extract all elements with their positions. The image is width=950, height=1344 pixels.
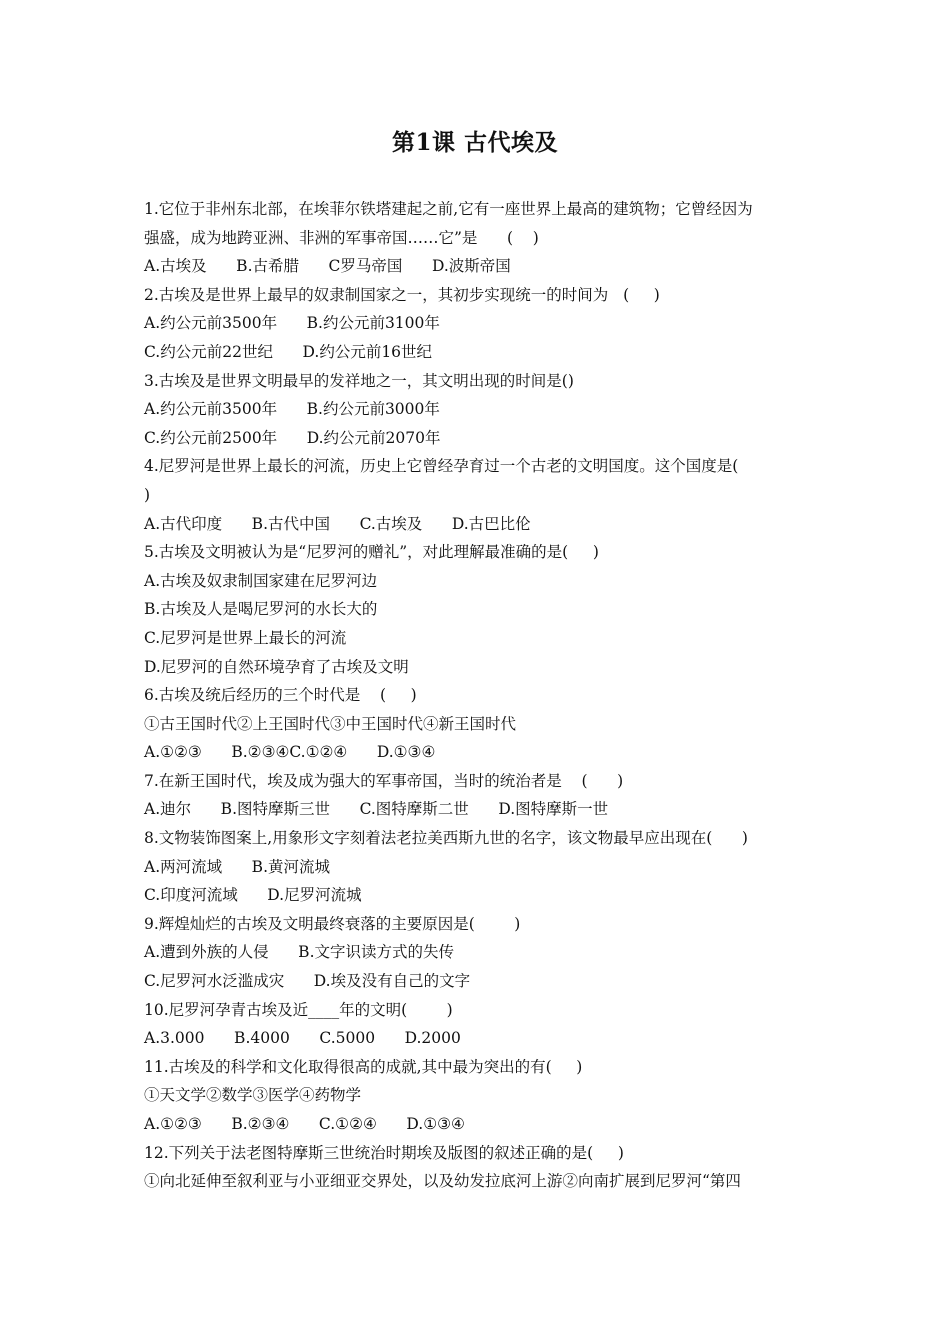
- text-line: C.约公元前22世纪 D.约公元前16世纪: [144, 342, 433, 361]
- text-line: 5.古埃及文明被认为是“尼罗河的赠礼”，对此理解最准确的是( ): [144, 543, 599, 562]
- text-line: ①古王国时代②上王国时代③中王国时代④新王国时代: [144, 714, 517, 733]
- text-line: 强盛，成为地跨亚洲、非洲的军事帝国……它”是 ( ): [144, 228, 539, 247]
- text-line: A.迪尔 B.图特摩斯三世 C.图特摩斯二世 D.图特摩斯一世: [144, 800, 609, 819]
- text-line: A.古埃及 B.古希腊 C罗马帝国 D.波斯帝国: [144, 257, 511, 276]
- text-line: A.①②③ B.②③④ C.①②④ D.①③④: [144, 1115, 465, 1133]
- text-line: ①向北延伸至叙利亚与小亚细亚交界处，以及幼发拉底河上游②向南扩展到尼罗河“第四: [144, 1172, 741, 1191]
- page-title: 第1课 古代埃及: [391, 129, 558, 156]
- text-line: C.约公元前2500年 D.约公元前2070年: [144, 428, 441, 447]
- text-line: ): [144, 485, 151, 504]
- question-list: [144, 195, 824, 1196]
- text-line: 3.古埃及是世界文明最早的发祥地之一，其文明出现的时间是(): [144, 371, 574, 390]
- text-line: D.尼罗河的自然环境孕育了古埃及文明: [144, 657, 409, 676]
- text-line: A.约公元前3500年 B.约公元前3100年: [144, 314, 440, 333]
- text-line: C.尼罗河是世界上最长的河流: [144, 628, 347, 647]
- text-line: 12.下列关于法老图特摩斯三世统治时期埃及版图的叙述正确的是( ): [144, 1143, 624, 1162]
- text-line: 10.尼罗河孕青古埃及近____年的文明( ): [144, 1000, 453, 1019]
- text-line: 9.辉煌灿烂的古埃及文明最终衰落的主要原因是( ): [144, 914, 521, 933]
- text-line: C.印度河流域 D.尼罗河流城: [144, 886, 362, 905]
- text-line: C.尼罗河水泛滥成灾 D.埃及没有自己的文字: [144, 972, 471, 991]
- text-line: A.遭到外族的人侵 B.文字识读方式的失传: [144, 943, 455, 962]
- text-line: 6.古埃及统后经历的三个时代是 ( ): [144, 686, 417, 705]
- text-line: 11.古埃及的科学和文化取得很高的成就,其中最为突出的有( ): [144, 1057, 583, 1076]
- text-line: A.古代印度 B.古代中国 C.古埃及 D.古巴比伦: [144, 514, 531, 533]
- text-line: 2.古埃及是世界上最早的奴隶制国家之一，其初步实现统一的时间为 ( ): [144, 285, 660, 304]
- text-line: 4.尼罗河是世界上最长的河流，历史上它曾经孕育过一个古老的文明国度。这个国度是(: [144, 457, 739, 476]
- text-line: A.3.000 B.4000 C.5000 D.2000: [144, 1029, 461, 1048]
- text-line: A.①②③ B.②③④C.①②④ D.①③④: [144, 743, 436, 762]
- text-line: ①天文学②数学③医学④药物学: [144, 1086, 362, 1105]
- text-line: A.古埃及奴隶制国家建在尼罗河边: [144, 571, 378, 590]
- text-line: A.约公元前3500年 B.约公元前3000年: [144, 400, 440, 419]
- text-line: 7.在新王国时代，埃及成为强大的军事帝国，当时的统治者是 ( ): [144, 771, 624, 790]
- text-line: 1.它位于非州东北部，在埃菲尔铁塔建起之前,它有一座世界上最高的建筑物；它曾经因为: [144, 200, 753, 218]
- text-line: A.两河流域 B.黄河流城: [144, 857, 331, 876]
- text-line: 8.文物装饰图案上,用象形文字刻着法老拉美西斯九世的名字，该文物最早应出现在( ): [144, 829, 748, 848]
- text-line: B.古埃及人是喝尼罗河的水长大的: [144, 600, 378, 619]
